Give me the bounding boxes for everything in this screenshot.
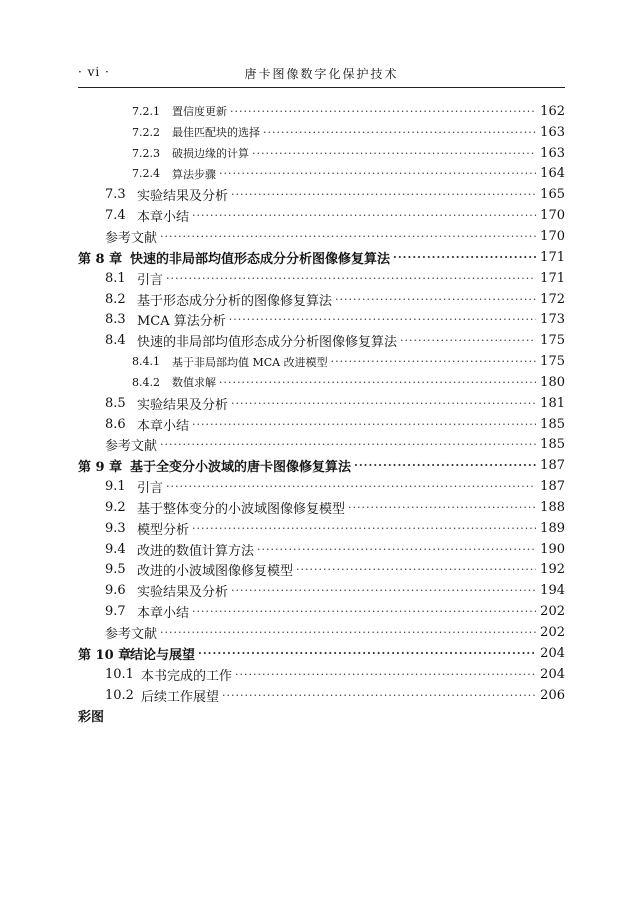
toc-entry[interactable] xyxy=(78,205,565,226)
toc-entry-title: 后续工作展望 xyxy=(141,689,220,705)
dot-leader xyxy=(166,481,536,492)
dot-leader xyxy=(219,168,536,179)
dot-leader xyxy=(335,294,536,305)
toc-entry-page: 202 xyxy=(540,625,565,641)
toc-entry-page: 172 xyxy=(540,291,565,307)
toc-entry[interactable] xyxy=(78,164,565,185)
toc-entry[interactable] xyxy=(78,101,565,122)
running-header xyxy=(78,63,565,88)
dot-leader xyxy=(192,210,536,221)
toc-entry-number: 10.1 xyxy=(105,666,134,682)
toc-entry-number: 9.6 xyxy=(105,583,126,599)
dot-leader xyxy=(400,335,536,346)
toc-entry-title: 数值求解 xyxy=(172,376,216,390)
toc-entry-page: 204 xyxy=(540,645,565,661)
toc-entry-page: 175 xyxy=(540,354,565,370)
toc-entry[interactable] xyxy=(78,372,565,393)
toc-entry-page: 162 xyxy=(540,103,565,119)
toc-entry[interactable] xyxy=(78,580,565,601)
toc-entry[interactable] xyxy=(78,226,565,247)
toc-entry-title: 模型分析 xyxy=(137,522,190,538)
toc-entry-number: 8.4 xyxy=(105,333,126,349)
toc-entry-number: 7.2.4 xyxy=(132,167,160,181)
toc-entry-number: 9.7 xyxy=(105,604,126,620)
toc-entry-page: 187 xyxy=(540,458,565,474)
toc-entry-title: 基于全变分小波域的唐卡图像修复算法 xyxy=(130,460,352,476)
toc-entry-page: 192 xyxy=(540,562,565,578)
toc-entry-page: 185 xyxy=(540,437,565,453)
dot-leader xyxy=(231,398,536,409)
toc-entry-title: 参考文献 xyxy=(105,627,158,643)
toc-entry[interactable] xyxy=(78,622,565,643)
toc-entry-page: 202 xyxy=(540,604,565,620)
toc-entry[interactable] xyxy=(78,497,565,518)
table-of-contents xyxy=(78,101,565,726)
toc-entry-page: 173 xyxy=(540,312,565,328)
toc-entry[interactable] xyxy=(78,560,565,581)
toc-entry[interactable] xyxy=(78,664,565,685)
toc-entry-page: 188 xyxy=(540,499,565,515)
toc-entry-title: 结论与展望 xyxy=(130,647,196,663)
toc-entry[interactable] xyxy=(78,435,565,456)
toc-entry-title: 最佳匹配块的选择 xyxy=(172,126,260,140)
dot-leader xyxy=(348,502,536,513)
dot-leader xyxy=(229,314,536,325)
toc-entry-title: 本书完成的工作 xyxy=(141,668,233,684)
toc-entry[interactable] xyxy=(78,309,565,330)
toc-entry-title: 引言 xyxy=(137,481,164,497)
toc-entry[interactable] xyxy=(78,539,565,560)
dot-leader xyxy=(331,356,536,367)
toc-entry-title: 基于整体变分的小波域图像修复模型 xyxy=(137,501,346,517)
toc-entry-number: 8.6 xyxy=(105,416,126,432)
toc-entry[interactable] xyxy=(78,122,565,143)
toc-entry-title: 本章小结 xyxy=(137,418,190,434)
toc-entry-number: 8.4.1 xyxy=(132,355,160,369)
toc-entry-title: 本章小结 xyxy=(137,210,190,226)
toc-entry-title: 参考文献 xyxy=(105,439,158,455)
toc-entry-page: 163 xyxy=(540,145,565,161)
toc-entry-number: 7.2.3 xyxy=(132,146,160,160)
dot-leader xyxy=(257,544,536,555)
toc-entry-title: 实验结果及分析 xyxy=(137,585,229,601)
toc-chapter-entry[interactable] xyxy=(78,247,565,268)
toc-entry-number: 8.1 xyxy=(105,270,126,286)
toc-entry-title: 置信度更新 xyxy=(172,105,227,119)
dot-leader xyxy=(263,127,536,138)
toc-entry-page: 171 xyxy=(540,270,565,286)
dot-leader xyxy=(230,106,536,117)
dot-leader xyxy=(222,690,536,701)
toc-entry-page: 164 xyxy=(540,166,565,182)
toc-entry[interactable] xyxy=(78,289,565,310)
toc-entry[interactable] xyxy=(78,393,565,414)
dot-leader xyxy=(354,460,536,471)
toc-entry-page: 175 xyxy=(540,333,565,349)
toc-entry-title: 本章小结 xyxy=(137,606,190,622)
toc-entry-page: 190 xyxy=(540,541,565,557)
toc-entry-number: 7.2.2 xyxy=(132,125,160,139)
toc-entry-number: 9.3 xyxy=(105,520,126,536)
toc-entry[interactable] xyxy=(78,184,565,205)
toc-entry-title: 基于非局部均值 MCA 改进模型 xyxy=(172,355,328,369)
toc-entry-page: 189 xyxy=(540,520,565,536)
toc-entry-number: 9.4 xyxy=(105,541,126,557)
toc-entry-number: 7.4 xyxy=(105,208,126,224)
dot-leader xyxy=(252,148,536,159)
toc-chapter-entry[interactable] xyxy=(78,455,565,476)
toc-entry[interactable] xyxy=(78,601,565,622)
toc-entry-number: 9.5 xyxy=(105,562,126,578)
toc-entry-number: 第 10 章 xyxy=(78,647,132,663)
toc-entry-page: 206 xyxy=(540,687,565,703)
running-title: 唐卡图像数字化保护技术 xyxy=(244,67,399,81)
toc-entry-title: 实验结果及分析 xyxy=(137,189,229,205)
toc-entry-page: 180 xyxy=(540,374,565,390)
dot-leader xyxy=(231,189,536,200)
toc-entry-number: 9.2 xyxy=(105,499,126,515)
toc-entry-page: 165 xyxy=(540,187,565,203)
dot-leader xyxy=(160,627,536,638)
dot-leader xyxy=(192,523,536,534)
toc-entry-page: 171 xyxy=(540,249,565,265)
toc-entry[interactable] xyxy=(78,268,565,289)
dot-leader xyxy=(235,669,536,680)
toc-entry[interactable] xyxy=(78,518,565,539)
dot-leader xyxy=(219,377,536,388)
toc-entry-title: 改进的小波域图像修复模型 xyxy=(137,564,294,580)
toc-entry-number: 8.4.2 xyxy=(132,375,160,389)
toc-entry-page: 204 xyxy=(540,666,565,682)
toc-entry-title: 破损边缘的计算 xyxy=(172,147,249,161)
dot-leader xyxy=(296,564,536,575)
toc-entry[interactable] xyxy=(78,143,565,164)
toc-entry-number: 9.1 xyxy=(105,479,126,495)
toc-chapter-entry[interactable] xyxy=(78,705,565,726)
toc-entry-title: 彩图 xyxy=(78,710,105,726)
toc-entry-number: 第 8 章 xyxy=(78,251,123,267)
dot-leader xyxy=(160,231,536,242)
toc-entry-title: 快速的非局部均值形态成分分析图像修复算法 xyxy=(130,251,391,267)
toc-entry-page: 185 xyxy=(540,416,565,432)
toc-entry-title: 引言 xyxy=(137,272,164,288)
toc-entry-title: 快速的非局部均值形态成分分析图像修复算法 xyxy=(137,335,398,351)
toc-entry-title: 改进的数值计算方法 xyxy=(137,543,255,559)
toc-entry-number: 7.3 xyxy=(105,187,126,203)
toc-entry-page: 170 xyxy=(540,208,565,224)
toc-entry-number: 7.2.1 xyxy=(132,104,160,118)
dot-leader xyxy=(393,252,536,263)
toc-entry-page: 170 xyxy=(540,228,565,244)
toc-entry[interactable] xyxy=(78,685,565,706)
toc-entry-number: 8.2 xyxy=(105,291,126,307)
dot-leader xyxy=(160,439,536,450)
dot-leader xyxy=(231,585,536,596)
toc-entry-title: 参考文献 xyxy=(105,230,158,246)
toc-entry-title: MCA 算法分析 xyxy=(137,314,226,330)
page-number: · vi · xyxy=(78,65,110,79)
toc-entry-page: 181 xyxy=(540,395,565,411)
toc-entry-title: 实验结果及分析 xyxy=(137,397,229,413)
dot-leader xyxy=(198,648,536,659)
toc-entry-title: 算法步骤 xyxy=(172,167,216,181)
toc-entry-number: 8.5 xyxy=(105,395,126,411)
toc-entry[interactable] xyxy=(78,476,565,497)
dot-leader xyxy=(192,419,536,430)
toc-entry-page: 194 xyxy=(540,583,565,599)
toc-entry[interactable] xyxy=(78,351,565,372)
toc-chapter-entry[interactable] xyxy=(78,643,565,664)
toc-entry-number: 8.3 xyxy=(105,312,126,328)
toc-entry-page: 187 xyxy=(540,479,565,495)
toc-entry-number: 10.2 xyxy=(105,687,134,703)
toc-entry[interactable] xyxy=(78,414,565,435)
toc-entry-page: 163 xyxy=(540,124,565,140)
dot-leader xyxy=(192,606,536,617)
dot-leader xyxy=(166,273,536,284)
toc-entry[interactable] xyxy=(78,330,565,351)
toc-entry-title: 基于形态成分分析的图像修复算法 xyxy=(137,293,333,309)
toc-entry-number: 第 9 章 xyxy=(78,460,123,476)
